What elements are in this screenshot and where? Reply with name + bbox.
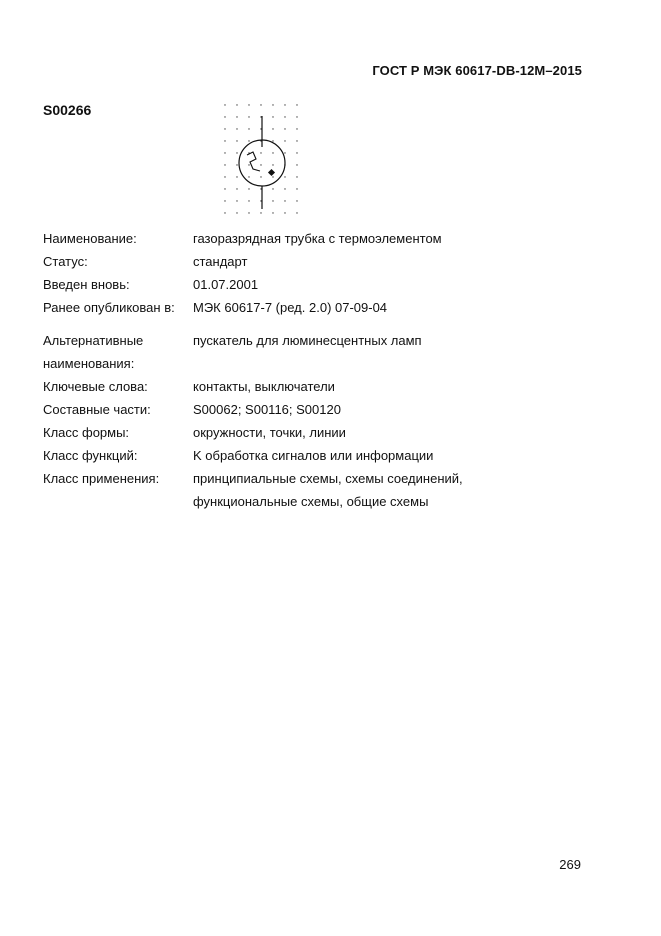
grid-dot (284, 188, 285, 189)
property-value-line: принципиальные схемы, схемы соединений, (193, 471, 463, 486)
property-row-status (43, 250, 493, 273)
grid-dot (296, 104, 297, 105)
property-row-keywords (43, 375, 493, 398)
property-row-alternative-names (43, 329, 493, 375)
grid-dot (248, 164, 249, 165)
grid-dot (272, 212, 273, 213)
grid-dot (224, 152, 225, 153)
grid-dot (272, 128, 273, 129)
property-row-published (43, 296, 493, 319)
grid-dot (224, 128, 225, 129)
grid-dot (272, 200, 273, 201)
grid-dot (236, 152, 237, 153)
grid-dot (248, 176, 249, 177)
grid-dot (272, 116, 273, 117)
grid-dot (236, 116, 237, 117)
grid-dot (236, 140, 237, 141)
property-value: МЭК 60617-7 (ред. 2.0) 07-09-04 (193, 300, 388, 315)
grid-dot (284, 152, 285, 153)
grid-dot (272, 140, 273, 141)
grid-dot (236, 164, 237, 165)
grid-dot (284, 200, 285, 201)
grid-dot (236, 104, 237, 105)
property-label: Класс функций: (43, 448, 138, 463)
properties-table (43, 227, 493, 513)
grid-dot (296, 116, 297, 117)
thermal-element (247, 152, 260, 171)
property-label: Статус: (43, 254, 88, 269)
grid-dot (236, 200, 237, 201)
property-row-function-class (43, 444, 493, 467)
grid-dot (248, 116, 249, 117)
grid-dot (260, 152, 261, 153)
property-value: газоразрядная трубка с термоэлементом (193, 231, 442, 246)
property-value: окружности, точки, линии (193, 425, 346, 440)
grid-dot (260, 104, 261, 105)
property-label-line: Альтернативные (43, 333, 144, 348)
grid-dot (284, 104, 285, 105)
grid-dot (248, 188, 249, 189)
grid-dot (224, 176, 225, 177)
property-row-components (43, 398, 493, 421)
grid-dot (248, 128, 249, 129)
property-label-line: наименования: (43, 356, 135, 371)
grid-dot (260, 176, 261, 177)
property-label: Ранее опубликован в: (43, 300, 175, 315)
grid-dot (296, 212, 297, 213)
grid-dot (224, 116, 225, 117)
property-row-name (43, 227, 493, 250)
grid-dot (236, 188, 237, 189)
property-label: Класс применения: (43, 471, 160, 486)
grid-dot (224, 200, 225, 201)
grid-dot (236, 176, 237, 177)
grid-dot (224, 140, 225, 141)
property-label: Введен вновь: (43, 277, 130, 292)
gas-dot (268, 169, 275, 176)
page-number: 269 (559, 857, 581, 872)
property-label (43, 329, 193, 375)
grid-dot (248, 104, 249, 105)
grid-dot (284, 176, 285, 177)
property-label: Ключевые слова: (43, 379, 148, 394)
grid-dot (272, 164, 273, 165)
grid-dot (296, 128, 297, 129)
grid-dot (224, 212, 225, 213)
grid-dot (224, 188, 225, 189)
property-value: S00062; S00116; S00120 (193, 402, 341, 417)
grid-dot (224, 164, 225, 165)
grid-dot (296, 164, 297, 165)
property-value: 01.07.2001 (193, 277, 259, 292)
property-label: Составные части: (43, 402, 151, 417)
grid-dot (296, 152, 297, 153)
grid-dot (296, 176, 297, 177)
grid-dot (248, 212, 249, 213)
grid-dot (224, 104, 225, 105)
property-value: K обработка сигналов или информации (193, 448, 434, 463)
symbol-graphic (220, 101, 300, 221)
property-row-shape-class (43, 421, 493, 444)
grid-dot (236, 128, 237, 129)
grid-dot (284, 140, 285, 141)
property-value (193, 467, 493, 513)
grid-dot (272, 188, 273, 189)
grid-dot (248, 200, 249, 201)
property-value: пускатель для люминесцентных ламп (193, 333, 422, 348)
property-row-application-class (43, 467, 493, 513)
grid-dot (260, 212, 261, 213)
grid-dot (272, 152, 273, 153)
grid-dot (284, 116, 285, 117)
grid-dot (272, 104, 273, 105)
grid-dot (296, 188, 297, 189)
property-value: контакты, выключатели (193, 379, 335, 394)
grid-dot (284, 212, 285, 213)
grid-dot (284, 128, 285, 129)
property-value-line: функциональные схемы, общие схемы (193, 494, 429, 509)
grid-dots (224, 104, 297, 213)
property-value: стандарт (193, 254, 248, 269)
document-header: ГОСТ Р МЭК 60617-DB-12М–2015 (372, 63, 582, 78)
grid-dot (296, 140, 297, 141)
grid-dot (272, 176, 273, 177)
grid-dot (236, 212, 237, 213)
property-row-introduced (43, 273, 493, 296)
grid-dot (248, 140, 249, 141)
grid-dot (296, 200, 297, 201)
grid-dot (260, 164, 261, 165)
property-label: Наименование: (43, 231, 137, 246)
symbol-id: S00266 (43, 102, 92, 118)
property-label: Класс формы: (43, 425, 130, 440)
